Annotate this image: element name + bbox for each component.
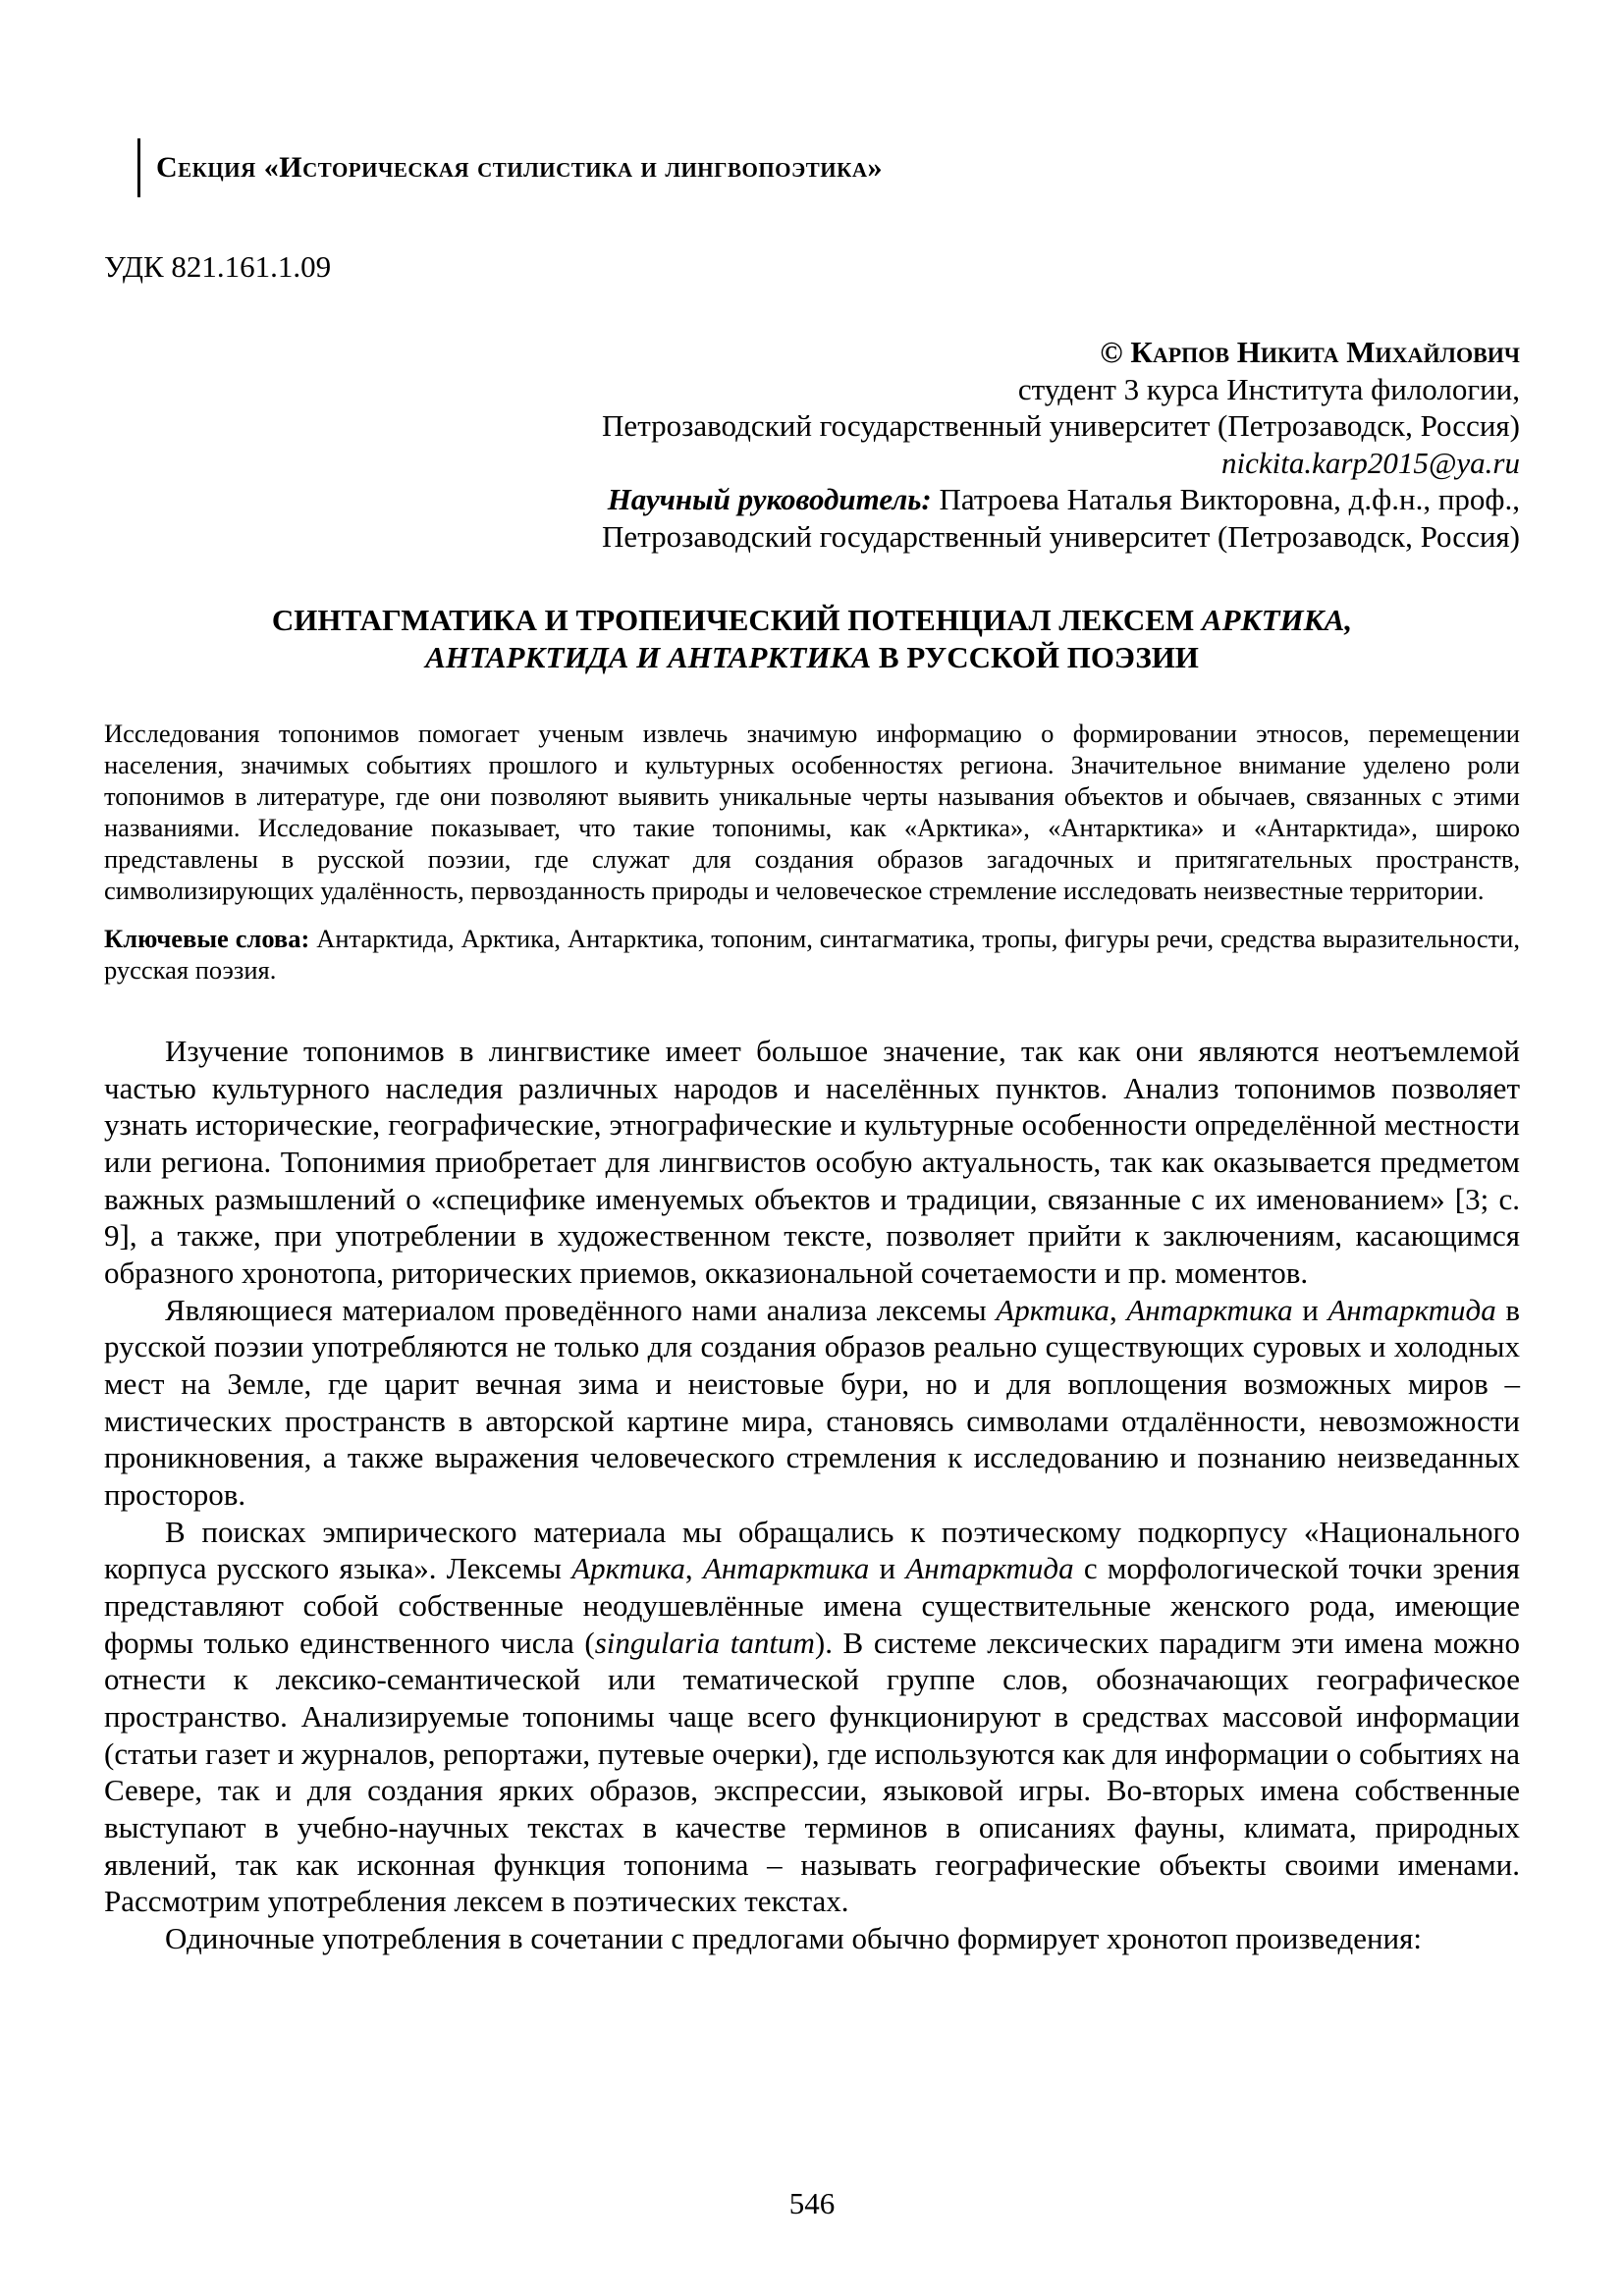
paper-title-line-1: СИНТАГМАТИКА И ТРОПЕИЧЕСКИЙ ПОТЕНЦИАЛ ЛЕКСЕМ АРКТИКА, xyxy=(271,603,1353,637)
page-number: 546 xyxy=(788,2186,836,2220)
author-affiliation-line: студент 3 курса Института филологии, xyxy=(1017,371,1520,406)
change-bar xyxy=(137,138,140,197)
udc-code: УДК 821.161.1.09 xyxy=(104,249,332,284)
section-header xyxy=(137,137,1520,198)
section-title: Секция «Историческая стилистика и лингвопоэтика» xyxy=(156,151,883,184)
body-paragraph-3: В поисках эмпирического материала мы обращались к поэтическому подкорпусу «Национального корпуса русского языка». Лексемы Арктика, Антарктика и Антарктида с морфологической точки зрения представляют собой собственные неодушевлённые имена существительные женского рода, имеющие формы только единственного числа (singularia tantum). В системе лексических парадигм эти имена можно отнести к лексико-семантической или тематической группе слов, обозначающих географическое пространство. Анализируемые топонимы чаще всего функционируют в средствах массовой информации (статьи газет и журналов, репортажи, путевые очерки), где используются как для информации о событиях на Севере, так и для создания ярких образов, экспрессии, языковой игры. Во-вторых имена собственные выступают в учебно-научных текстах в качестве терминов в описаниях фауны, климата, природных явлений, так как исконная функция топонима – называть географические объекты своими именами. Рассмотрим употребления лексем в поэтических текстах. xyxy=(104,1514,1521,1919)
advisor-line: Научный руководитель: Патроева Наталья Викторовна, д.ф.н., проф., xyxy=(607,482,1520,516)
author-university-line: Петрозаводский государственный университет (Петрозаводск, Россия) xyxy=(602,408,1520,443)
advisor-university-line: Петрозаводский государственный университет (Петрозаводск, Россия) xyxy=(602,518,1520,554)
author-email-line: nickita.karp2015@ya.ru xyxy=(1220,445,1520,480)
author-name-line: © Карпов Никита Михайлович xyxy=(1100,335,1520,369)
paper-title xyxy=(104,602,1520,676)
body-paragraph-1: Изучение топонимов в лингвистике имеет большое значение, так как они являются неотъемлемой частью культурного наследия различных народов и населённых пунктов. Анализ топонимов позволяет узнать исторические, географические, этнографические и культурные особенности определённой местности или региона. Топонимия приобретает для лингвистов особую актуальность, так как оказывается предметом важных размышлений о «специфике именуемых объектов и традиции, связанные с их именованием» [3; с. 9], а также, при употреблении в художественном тексте, позволяет прийти к заключениям, касающимся образного хронотопа, риторических приемов, окказиональной сочетаемости и пр. моментов. xyxy=(104,1034,1520,1291)
keywords-block xyxy=(104,923,1520,986)
body-paragraph-4: Одиночные употребления в сочетании с предлогами обычно формирует хронотоп произведения: xyxy=(165,1920,1423,1955)
author-block xyxy=(104,334,1520,555)
body-text xyxy=(104,1033,1520,1956)
keywords-list: Антарктида, Арктика, Антарктика, топоним, синтагматика, тропы, фигуры речи, средства выразительности, русская поэзия. xyxy=(104,924,1520,986)
keywords-label: Ключевые слова: xyxy=(104,924,310,953)
body-paragraph-2: Являющиеся материалом проведённого нами анализа лексемы Арктика, Антарктика и Антарктида в русской поэзии употребляются не только для создания образов реально существующих суровых и холодных мест на Земле, где царит вечная зима и неистовые бури, но и для воплощения возможных миров – мистических пространств в авторской картине мира, становясь символами отдалённости, невозможности проникновения, а также выражения человеческого стремления к исследованию и познанию неизведанных просторов. xyxy=(104,1292,1521,1512)
paper-title-line-2: АНТАРКТИДА И АНТАРКТИКА В РУССКОЙ ПОЭЗИИ xyxy=(425,639,1199,674)
abstract-text: Исследования топонимов помогает ученым извлечь значимую информацию о формировании этносов, перемещении населения, значимых событиях прошлого и культурных особенностях региона. Значительное внимание уделено роли топонимов в литературе, где они позволяют выявить уникальные черты называния объектов и обычаев, связанных с этими названиями. Исследование показывает, что такие топонимы, как «Арктика», «Антарктика» и «Антарктида», широко представлены в русской поэзии, где служат для создания образов загадочных и притягательных пространств, символизирующих удалённость, первозданность природы и человеческое стремление исследовать неизвестные территории. xyxy=(104,718,1520,905)
